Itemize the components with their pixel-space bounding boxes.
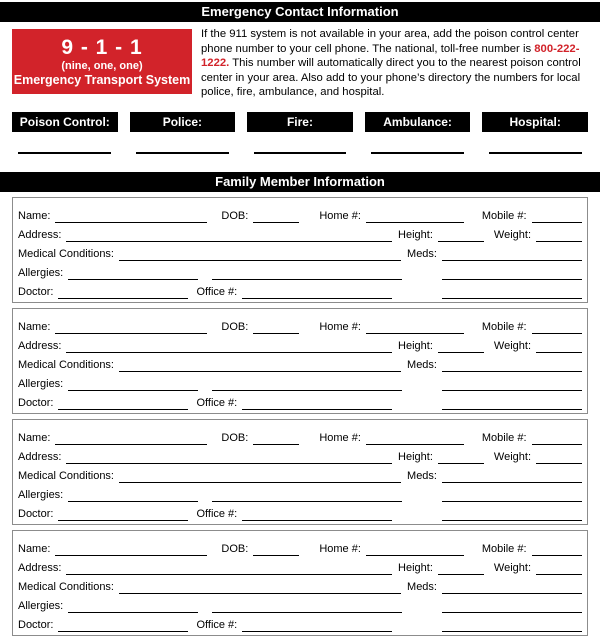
address-label: Address: [18, 561, 62, 574]
weight-label: Weight: [493, 339, 531, 352]
member-row-name [18, 537, 582, 556]
mobile-phone-blank-line [532, 431, 582, 445]
member-row-name [18, 315, 582, 334]
office-phone-label: Office #: [196, 396, 238, 409]
contact-label-ambulance: Ambulance: [365, 112, 471, 132]
office-phone-label: Office #: [196, 507, 238, 520]
address-label: Address: [18, 228, 62, 241]
dob-label: DOB: [221, 209, 249, 222]
weight-blank-line [536, 228, 582, 242]
meds-blank-line [442, 469, 582, 483]
name-label: Name: [18, 542, 51, 555]
office-phone-blank-line [242, 285, 392, 299]
office-phone-blank-line [242, 618, 392, 632]
member-row-doctor [18, 391, 582, 410]
weight-label: Weight: [493, 450, 531, 463]
home-phone-label: Home #: [319, 209, 361, 222]
doctor-blank-line [58, 618, 188, 632]
family-members-list [0, 197, 600, 636]
allergies-blank-line [68, 377, 198, 391]
911-banner [12, 29, 192, 94]
allergies-continuation-line [212, 599, 402, 613]
member-row-address [18, 445, 582, 464]
member-row-address [18, 556, 582, 575]
address-label: Address: [18, 450, 62, 463]
meds-continuation-line-1 [442, 266, 582, 280]
contact-blank-cell [365, 132, 471, 154]
mobile-phone-label: Mobile #: [481, 542, 527, 555]
contact-blank-cell [482, 132, 588, 154]
height-blank-line [438, 450, 484, 464]
contact-label-fire: Fire: [247, 112, 353, 132]
address-blank-line [66, 228, 392, 242]
name-label: Name: [18, 320, 51, 333]
doctor-label: Doctor: [18, 285, 54, 298]
medical-conditions-label: Medical Conditions: [18, 358, 114, 371]
member-row-allergies [18, 483, 582, 502]
doctor-label: Doctor: [18, 396, 54, 409]
allergies-label: Allergies: [18, 488, 64, 501]
emergency-header-title: Emergency Contact Information [201, 4, 399, 19]
home-phone-label: Home #: [319, 431, 361, 444]
dob-blank-line [253, 320, 299, 334]
name-blank-line [55, 431, 207, 445]
medical-conditions-label: Medical Conditions: [18, 580, 114, 593]
contact-blank-cell [130, 132, 236, 154]
member-row-address [18, 334, 582, 353]
medical-conditions-blank-line [119, 247, 401, 261]
allergies-label: Allergies: [18, 266, 64, 279]
meds-label: Meds: [407, 580, 437, 593]
home-phone-blank-line [366, 542, 464, 556]
medical-conditions-blank-line [119, 580, 401, 594]
hospital-blank-line [489, 132, 582, 154]
911-number: 9 - 1 - 1 [61, 35, 143, 59]
allergies-label: Allergies: [18, 599, 64, 612]
medical-conditions-label: Medical Conditions: [18, 469, 114, 482]
meds-continuation-line-2 [442, 507, 582, 521]
mobile-phone-label: Mobile #: [481, 320, 527, 333]
member-row-medical [18, 242, 582, 261]
member-row-medical [18, 464, 582, 483]
medical-conditions-label: Medical Conditions: [18, 247, 114, 260]
mobile-phone-blank-line [532, 209, 582, 223]
family-member-card [12, 308, 588, 414]
member-row-name [18, 204, 582, 223]
address-blank-line [66, 561, 392, 575]
allergies-blank-line [68, 266, 198, 280]
member-row-doctor [18, 280, 582, 299]
meds-continuation-line-2 [442, 396, 582, 410]
dob-label: DOB: [221, 431, 249, 444]
police-blank-line [136, 132, 229, 154]
office-phone-label: Office #: [196, 618, 238, 631]
dob-label: DOB: [221, 320, 249, 333]
height-blank-line [438, 561, 484, 575]
poison-control-phone-number: 800-222-1222. [201, 42, 580, 70]
meds-blank-line [442, 358, 582, 372]
meds-label: Meds: [407, 469, 437, 482]
family-member-card [12, 419, 588, 525]
doctor-blank-line [58, 285, 188, 299]
height-blank-line [438, 228, 484, 242]
meds-continuation-line-1 [442, 599, 582, 613]
height-label: Height: [398, 339, 433, 352]
allergies-continuation-line [212, 266, 402, 280]
meds-continuation-line-2 [442, 285, 582, 299]
meds-continuation-line-1 [442, 488, 582, 502]
name-blank-line [55, 320, 207, 334]
911-subtitle: (nine, one, one) [61, 59, 143, 72]
meds-label: Meds: [407, 247, 437, 260]
weight-label: Weight: [493, 561, 531, 574]
height-label: Height: [398, 561, 433, 574]
dob-blank-line [253, 209, 299, 223]
weight-label: Weight: [493, 228, 531, 241]
family-member-card [12, 530, 588, 636]
poison-control-info [201, 27, 588, 100]
member-row-allergies [18, 372, 582, 391]
member-row-allergies [18, 261, 582, 280]
weight-blank-line [536, 450, 582, 464]
allergies-blank-line [68, 599, 198, 613]
height-label: Height: [398, 228, 433, 241]
family-header-title: Family Member Information [215, 173, 385, 189]
911-caption: Emergency Transport System [13, 72, 191, 87]
doctor-label: Doctor: [18, 507, 54, 520]
doctor-blank-line [58, 507, 188, 521]
height-blank-line [438, 339, 484, 353]
member-row-doctor [18, 613, 582, 632]
allergies-blank-line [68, 488, 198, 502]
allergies-continuation-line [212, 488, 402, 502]
doctor-blank-line [58, 396, 188, 410]
name-blank-line [55, 542, 207, 556]
home-phone-blank-line [366, 431, 464, 445]
medical-conditions-blank-line [119, 358, 401, 372]
info-text-after: This number will automatically direct you to the nearest poison control center in your area. Also add to your phone’s directory the numbers for local police, fire, ambulance, and hospital. [201, 57, 581, 99]
weight-blank-line [536, 339, 582, 353]
emergency-contact-form [0, 2, 600, 631]
doctor-label: Doctor: [18, 618, 54, 631]
address-label: Address: [18, 339, 62, 352]
dob-blank-line [253, 431, 299, 445]
meds-continuation-line-2 [442, 618, 582, 632]
contact-blank-cell [247, 132, 353, 154]
home-phone-label: Home #: [319, 542, 361, 555]
medical-conditions-blank-line [119, 469, 401, 483]
ambulance-blank-line [371, 132, 464, 154]
name-label: Name: [18, 431, 51, 444]
height-label: Height: [398, 450, 433, 463]
home-phone-blank-line [366, 209, 464, 223]
address-blank-line [66, 450, 392, 464]
meds-continuation-line-1 [442, 377, 582, 391]
member-row-name [18, 426, 582, 445]
office-phone-label: Office #: [196, 285, 238, 298]
address-blank-line [66, 339, 392, 353]
member-row-doctor [18, 502, 582, 521]
contact-blank-cell [12, 132, 118, 154]
contact-labels-row [12, 112, 588, 132]
contact-label-poison-control: Poison Control: [12, 112, 118, 132]
dob-blank-line [253, 542, 299, 556]
mobile-phone-blank-line [532, 542, 582, 556]
family-member-card [12, 197, 588, 303]
emergency-header-bar [0, 2, 600, 22]
contact-label-hospital: Hospital: [482, 112, 588, 132]
office-phone-blank-line [242, 396, 392, 410]
contact-label-police: Police: [130, 112, 236, 132]
meds-blank-line [442, 247, 582, 261]
member-row-address [18, 223, 582, 242]
top-section [12, 29, 588, 100]
member-row-medical [18, 353, 582, 372]
mobile-phone-label: Mobile #: [481, 431, 527, 444]
allergies-label: Allergies: [18, 377, 64, 390]
allergies-continuation-line [212, 377, 402, 391]
member-row-allergies [18, 594, 582, 613]
dob-label: DOB: [221, 542, 249, 555]
name-label: Name: [18, 209, 51, 222]
meds-label: Meds: [407, 358, 437, 371]
weight-blank-line [536, 561, 582, 575]
mobile-phone-blank-line [532, 320, 582, 334]
home-phone-blank-line [366, 320, 464, 334]
meds-blank-line [442, 580, 582, 594]
office-phone-blank-line [242, 507, 392, 521]
home-phone-label: Home #: [319, 320, 361, 333]
member-row-medical [18, 575, 582, 594]
family-header-bar [0, 172, 600, 192]
poison-control-blank-line [18, 132, 111, 154]
fire-blank-line [254, 132, 347, 154]
info-text-before: If the 911 system is not available in your area, add the poison control center phone number to your cell phone. The national, toll-free number is [201, 28, 579, 55]
mobile-phone-label: Mobile #: [481, 209, 527, 222]
contact-blanks-row [12, 132, 588, 154]
name-blank-line [55, 209, 207, 223]
